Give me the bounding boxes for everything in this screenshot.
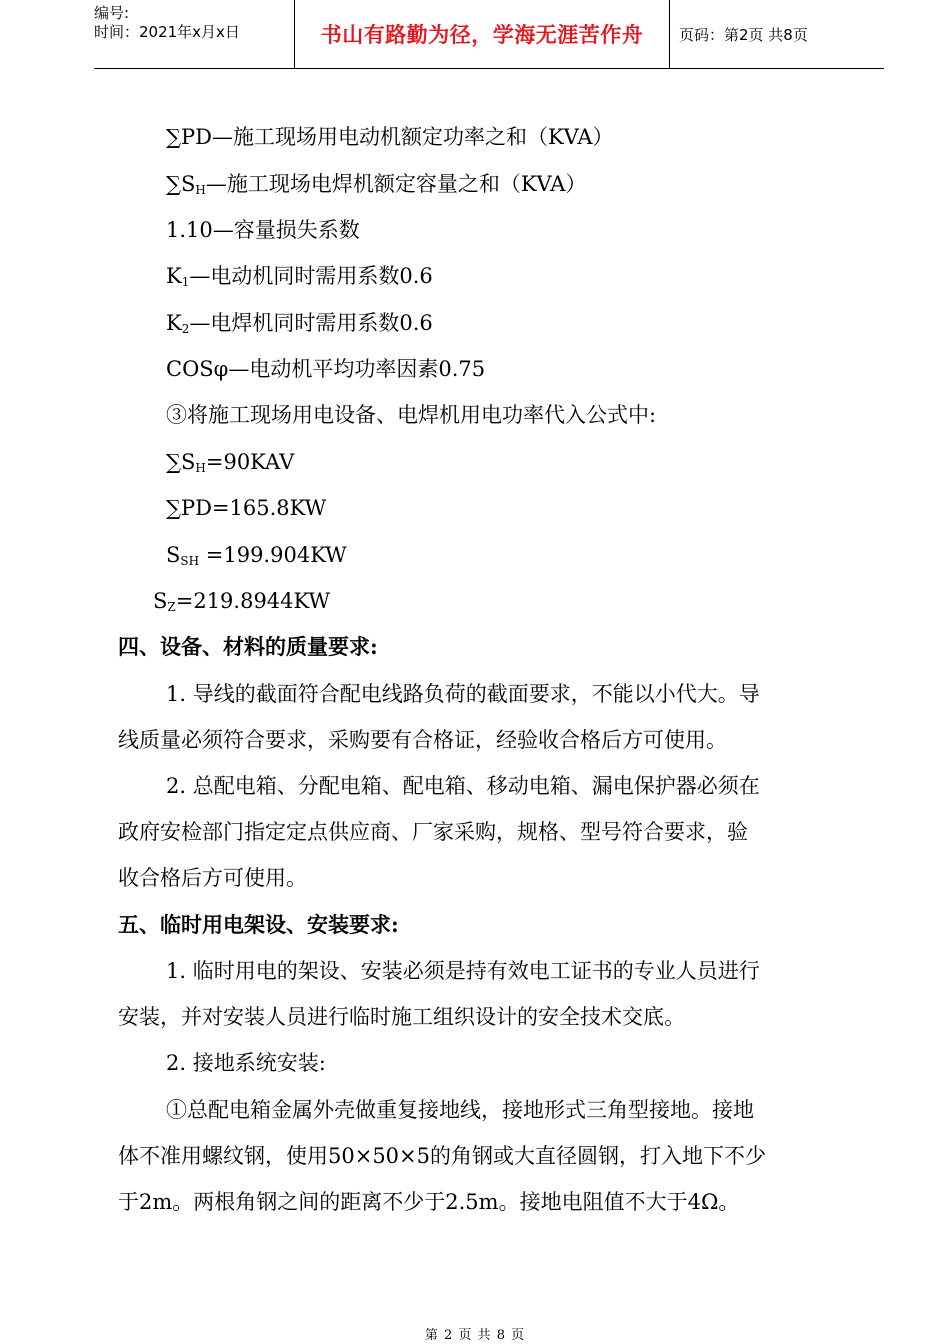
paragraph-line: 线质量必须符合要求，采购要有合格证，经验收合格后方可使用。 (118, 728, 727, 752)
text-line: $S_{SH} =199.904KW$ (166, 543, 347, 568)
paragraph-line: 1. 导线的截面符合配电线路负荷的截面要求，不能以小代大。导 (166, 682, 760, 706)
paragraph-line: 1. 临时用电的架设、安装必须是持有效电工证书的专业人员进行 (166, 959, 760, 983)
section-heading: 四、设备、材料的质量要求: (118, 634, 378, 659)
page-header (94, 0, 884, 69)
text-line: $\sum S_H=90KAV$ (166, 450, 295, 475)
paragraph-line: 于2m。两根角钢之间的距离不少于2.5m。接地电阻值不大于4Ω。 (118, 1190, 740, 1214)
header-motto-cell (294, 0, 670, 68)
section-heading: 五、临时用电架设、安装要求: (118, 912, 399, 937)
text-line: ③将施工现场用电设备、电焊机用电功率代入公式中: (166, 403, 657, 427)
text-line: COSφ—电动机平均功率因素0.75 (166, 357, 486, 381)
text-line: $\sum S_H—$施工现场电焊机额定容量之和（KVA） (166, 172, 587, 197)
text-line: $S_Z=219.8944KW$ (153, 589, 331, 614)
page-info: 页码：第2页 共8页 (679, 25, 808, 44)
time-label: 时间：2021年x月x日 (94, 23, 240, 41)
text-line: $K_2—$电焊机同时需用系数0.6 (166, 311, 433, 336)
paragraph-line: 2. 接地系统安装: (166, 1051, 326, 1075)
paragraph-line: 收合格后方可使用。 (118, 866, 307, 890)
serial-label: 编号: (94, 4, 130, 22)
page-footer: 第 2 页 共 8 页 (424, 1328, 526, 1343)
paragraph-line: 2. 总配电箱、分配电箱、配电箱、移动电箱、漏电保护器必须在 (166, 774, 760, 798)
header-page-cell (669, 0, 894, 68)
text-line: ∑PD=165.8KW (166, 496, 327, 520)
text-line: $K_1—$电动机同时需用系数0.6 (166, 264, 433, 289)
text-line: 1.10—容量损失系数 (166, 218, 360, 242)
paragraph-line: 政府安检部门指定定点供应商、厂家采购，规格、型号符合要求，验 (118, 820, 748, 844)
paragraph-line: 体不准用螺纹钢，使用50×50×5的角钢或大直径圆钢，打入地下不少 (118, 1144, 766, 1168)
paragraph-line: 安装，并对安装人员进行临时施工组织设计的安全技术交底。 (118, 1005, 685, 1029)
motto: 书山有路勤为径，学海无涯苦作舟 (320, 23, 644, 47)
text-line: ∑PD—施工现场用电动机额定功率之和（KVA） (166, 125, 614, 149)
header-meta (94, 0, 294, 72)
paragraph-line: ①总配电箱金属外壳做重复接地线，接地形式三角型接地。接地 (166, 1098, 754, 1122)
